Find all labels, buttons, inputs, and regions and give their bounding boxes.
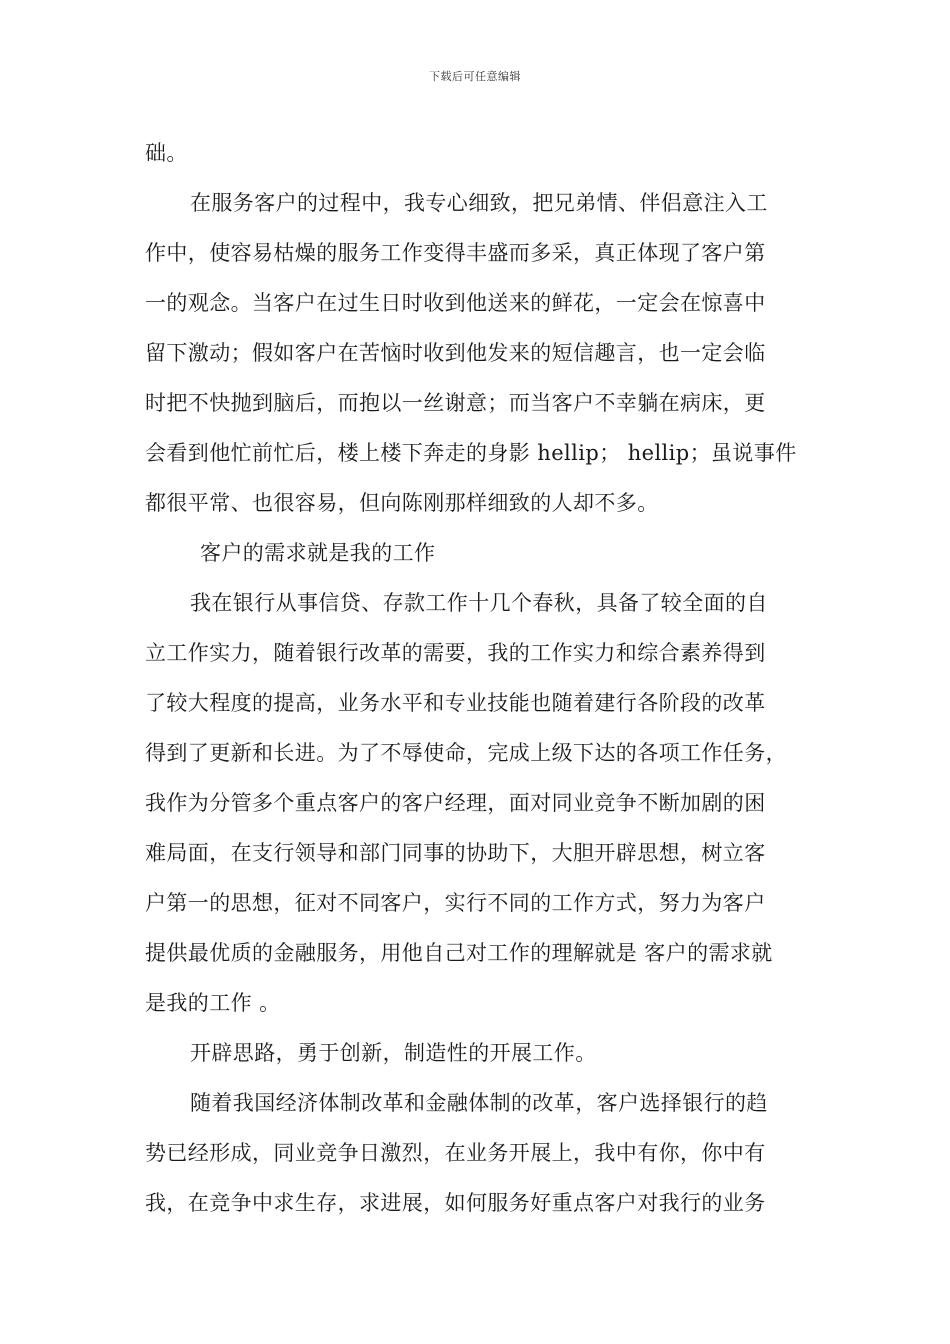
text-line: 时把不快抛到脑后，而抱以一丝谢意；而当客户不幸躺在病床，更: [145, 391, 766, 415]
text-line: 留下激动；假如客户在苦恼时收到他发来的短信趣言，也一定会临: [145, 341, 766, 365]
text-line: 户第一的思想，征对不同客户，实行不同的工作方式，努力为客户: [145, 891, 766, 915]
text-line: 我在银行从事信贷、存款工作十几个春秋，具备了较全面的自: [190, 591, 768, 615]
section-heading: 开辟思路，勇于创新，制造性的开展工作。: [190, 1041, 597, 1065]
text-line: 一的观念。当客户在过生日时收到他送来的鲜花，一定会在惊喜中: [145, 291, 766, 315]
text-line: 在服务客户的过程中，我专心细致，把兄弟情、伴侣意注入工: [190, 191, 768, 215]
text-line: 都很平常、也很容易，但向陈刚那样细致的人却不多。: [145, 491, 659, 515]
text-line: 立工作实力，随着银行改革的需要，我的工作实力和综合素养得到: [145, 641, 766, 665]
text-line: 得到了更新和长进。为了不辱使命，完成上级下达的各项工作任务，: [145, 741, 787, 765]
text-line: 我，在竞争中求生存，求进展，如何服务好重点客户对我行的业务: [145, 1191, 766, 1215]
text-line: 随着我国经济体制改革和金融体制的改革，客户选择银行的趋: [190, 1091, 768, 1115]
text-line: 难局面，在支行领导和部门同事的协助下，大胆开辟思想，树立客: [145, 841, 766, 865]
text-line: 了较大程度的提高，业务水平和专业技能也随着建行各阶段的改革: [145, 691, 766, 715]
text-line: 势已经形成，同业竞争日激烈，在业务开展上，我中有你，你中有: [145, 1141, 766, 1165]
text-line: 是我的工作 。: [145, 991, 281, 1015]
section-heading: 客户的需求就是我的工作: [200, 541, 436, 565]
text-line: 作中，使容易枯燥的服务工作变得丰盛而多采，真正体现了客户第: [145, 241, 766, 265]
page-header: 下载后可任意编辑: [429, 70, 521, 83]
text-line: 提供最优质的金融服务，用他自己对工作的理解就是 客户的需求就: [145, 941, 773, 965]
text-line: 会看到他忙前忙后，楼上楼下奔走的身影 hellip； hellip；虽说事件: [145, 441, 797, 465]
document-body: [145, 128, 810, 1228]
text-line: 我作为分管多个重点客户的客户经理，面对同业竞争不断加剧的困: [145, 791, 766, 815]
text-line: 础。: [145, 141, 188, 165]
